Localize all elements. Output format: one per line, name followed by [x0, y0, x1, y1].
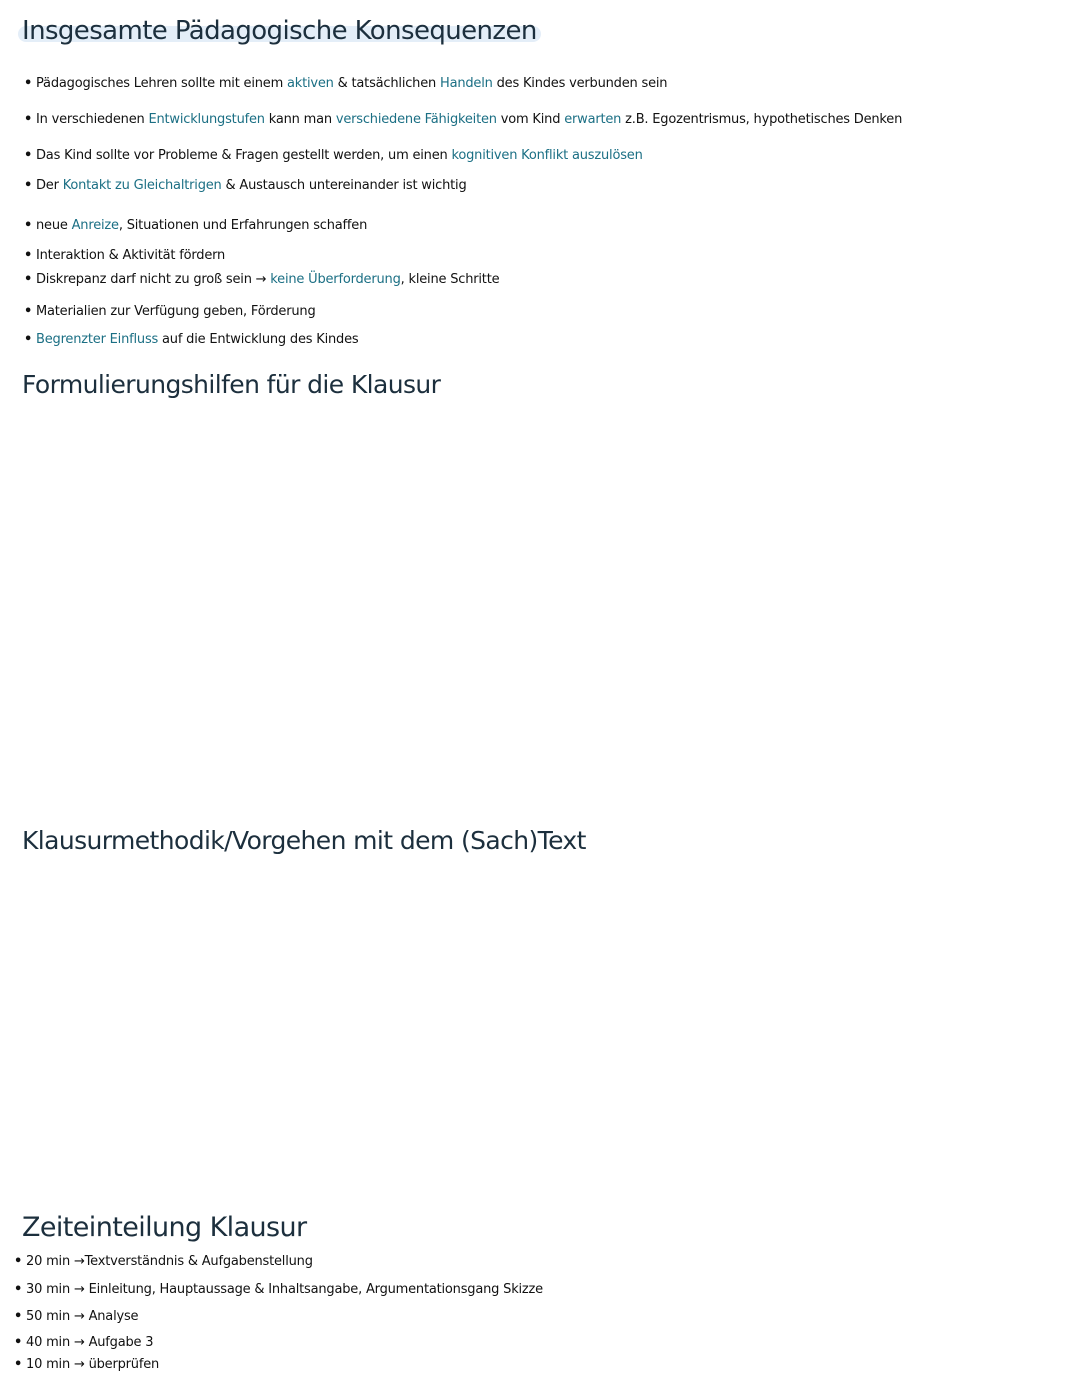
heading-paedagogische-konsequenzen: Insgesamte Pädagogische Konsequenzen [22, 16, 537, 46]
list-item: • neue Anreize, Situationen und Erfahrungen schaffen [24, 218, 368, 233]
list-item: • 10 min → überprüfen [14, 1357, 160, 1372]
list-item: • Der Kontakt zu Gleichaltrigen & Austausch untereinander ist wichtig [24, 178, 467, 193]
list-item: • Das Kind sollte vor Probleme & Fragen gestellt werden, um einen kognitiven Konflikt auszulösen [24, 148, 643, 163]
heading-formulierungshilfen: Formulierungshilfen für die Klausur [22, 370, 441, 399]
list-item: • Begrenzter Einfluss auf die Entwicklung des Kindes [24, 332, 359, 347]
list-item: • Materialien zur Verfügung geben, Förderung [24, 304, 316, 319]
list-item: • Interaktion & Aktivität fördern [24, 248, 226, 263]
heading-zeiteinteilung: Zeiteinteilung Klausur [22, 1212, 307, 1243]
list-item: • 20 min →Textverständnis & Aufgabenstellung [14, 1254, 313, 1269]
list-item: • 30 min → Einleitung, Hauptaussage & Inhaltsangabe, Argumentationsgang Skizze [14, 1282, 543, 1297]
list-item: • 40 min → Aufgabe 3 [14, 1335, 154, 1350]
list-item: • 50 min → Analyse [14, 1309, 139, 1324]
list-item: • Pädagogisches Lehren sollte mit einem aktiven & tatsächlichen Handeln des Kindes verbunden sein [24, 76, 668, 91]
heading-klausurmethodik: Klausurmethodik/Vorgehen mit dem (Sach)Text [22, 826, 586, 855]
list-item: • In verschiedenen Entwicklungstufen kann man verschiedene Fähigkeiten vom Kind erwarten z.B. Egozentrismus, hypothetisches Denken [24, 112, 903, 127]
list-item: • Diskrepanz darf nicht zu groß sein → keine Überforderung, kleine Schritte [24, 272, 500, 287]
